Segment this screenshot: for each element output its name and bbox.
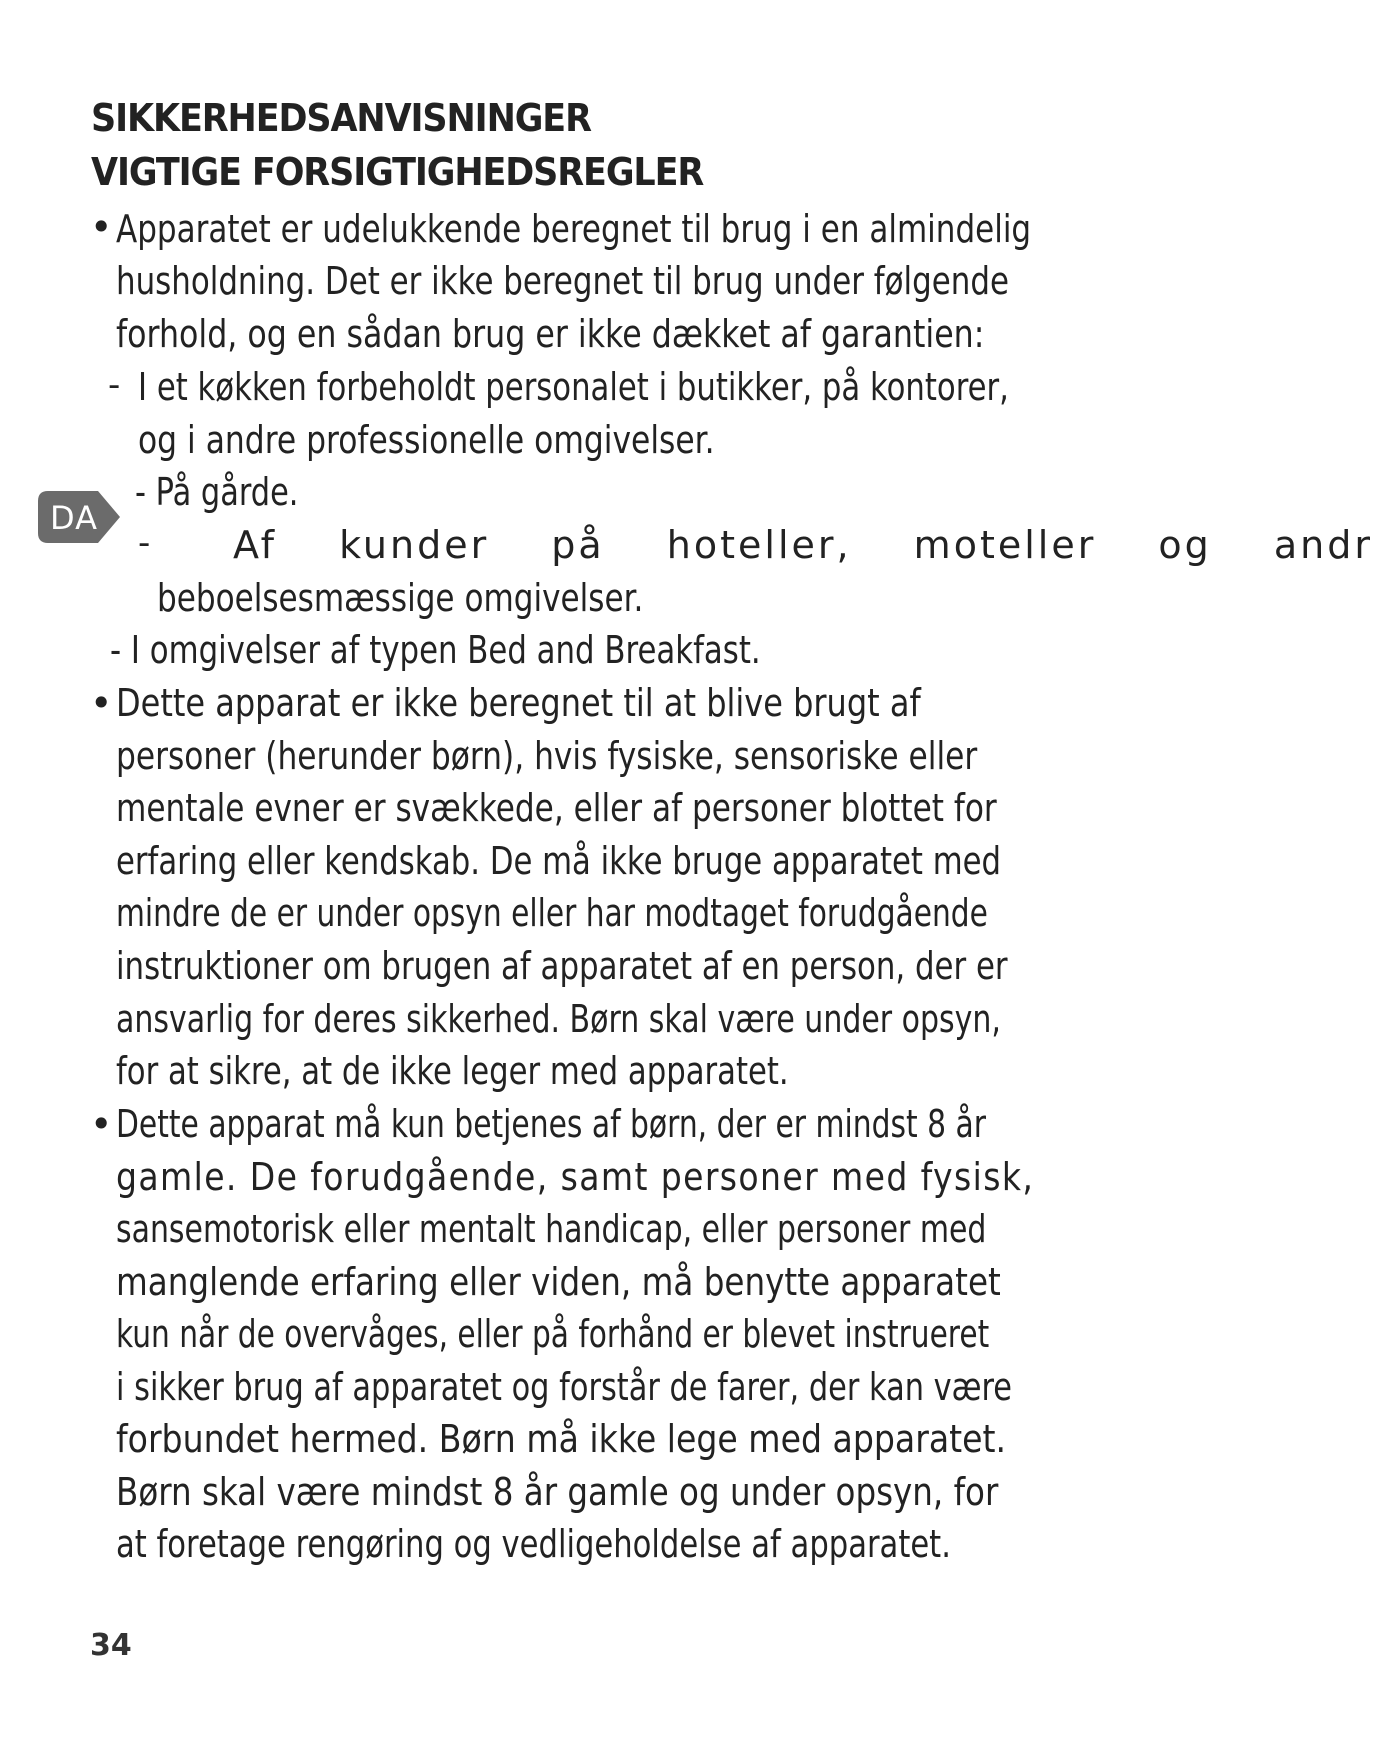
text-line: manglende erfaring eller viden, må benytte apparatet xyxy=(116,1260,1001,1304)
page-number: 34 xyxy=(90,1628,132,1663)
dash-icon: - xyxy=(108,365,121,405)
text-line: og i andre professionelle omgivelser. xyxy=(138,418,715,462)
text-line: Dette apparat er ikke beregnet til at blive brugt af xyxy=(116,681,921,725)
text-line: personer (herunder børn), hvis fysiske, sensoriske eller xyxy=(116,734,978,778)
text-line: forbundet hermed. Børn må ikke lege med apparatet. xyxy=(116,1417,1007,1461)
text-line: mentale evner er svækkede, eller af personer blottet for xyxy=(116,786,997,830)
text-line: forhold, og en sådan brug er ikke dækket af garantien: xyxy=(116,312,985,356)
text-line: instruktioner om brugen af apparatet af en person, der er xyxy=(116,944,1008,988)
text-line: - På gårde. xyxy=(135,470,299,514)
bullet-icon: • xyxy=(90,681,113,725)
text-line: kun når de overvåges, eller på forhånd er blevet instrueret xyxy=(116,1312,990,1356)
language-tab xyxy=(36,489,122,545)
text-line: sansemotorisk eller mentalt handicap, eller personer med xyxy=(116,1207,987,1251)
text-line: i sikker brug af apparatet og forstår de farer, der kan være xyxy=(116,1365,1013,1409)
bullet-icon: • xyxy=(90,205,113,249)
bullet-icon: • xyxy=(90,1102,113,1146)
section-heading-safety: SIKKERHEDSANVISNINGER xyxy=(91,96,591,140)
text-line: mindre de er under opsyn eller har modtaget forudgående xyxy=(116,891,988,935)
text-line: Dette apparat må kun betjenes af børn, der er mindst 8 år xyxy=(116,1102,986,1146)
text-line: at foretage rengøring og vedligeholdelse af apparatet. xyxy=(116,1522,951,1566)
text-line: Apparatet er udelukkende beregnet til brug i en almindelig xyxy=(116,207,1032,251)
text-line: ansvarlig for deres sikkerhed. Børn skal være under opsyn, xyxy=(116,997,1001,1041)
text-line: for at sikre, at de ikke leger med apparatet. xyxy=(116,1049,789,1093)
text-line: - I omgivelser af typen Bed and Breakfast. xyxy=(110,628,761,672)
text-line: gamle. De forudgående, samt personer med fysisk, xyxy=(116,1155,1035,1199)
text-line: Børn skal være mindst 8 år gamle og under opsyn, for xyxy=(116,1470,999,1514)
language-code: DA xyxy=(50,499,98,537)
text-line: erfaring eller kendskab. De må ikke bruge apparatet med xyxy=(116,839,1002,883)
text-line: Af kunder på hoteller, moteller og andr xyxy=(233,523,1373,567)
text-line: husholdning. Det er ikke beregnet til brug under følgende xyxy=(116,259,1009,303)
section-heading-precautions: VIGTIGE FORSIGTIGHEDSREGLER xyxy=(91,150,704,194)
text-line: I et køkken forbeholdt personalet i butikker, på kontorer, xyxy=(138,365,1009,409)
text-line: beboelsesmæssige omgivelser. xyxy=(157,576,644,620)
dash-icon: - xyxy=(138,523,151,563)
